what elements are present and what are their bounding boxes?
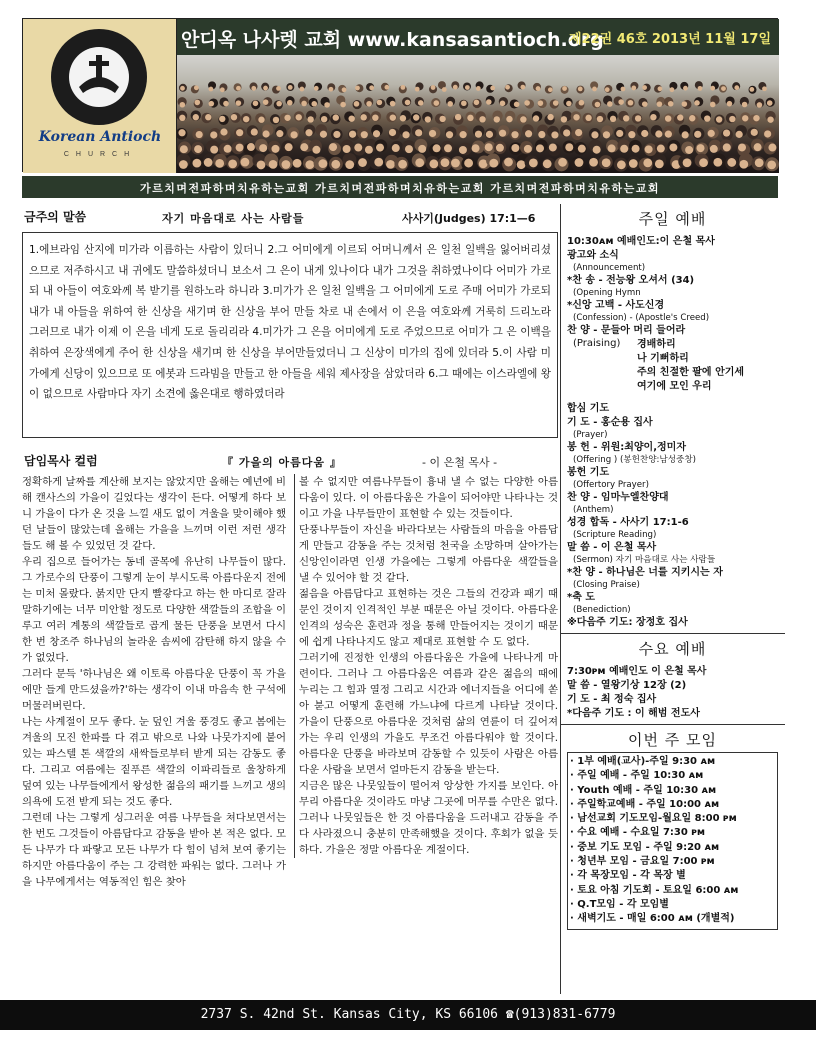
order-sub: (Confession) - (Apostle's Creed) [573,313,710,323]
order-sub: (Benediction) [573,605,631,615]
motto-text: 가르치며전파하며치유하는교회 가르치며전파하며치유하는교회 가르치며전파하며치유하는교회 [140,182,660,195]
footer [0,1000,816,1030]
order-line: 봉 헌 - 위원:최양이,정미자 [567,442,686,453]
congregation-photo [177,55,779,173]
order-line: *찬 송 - 전능왕 오셔서 (34) [567,275,695,286]
bulletin-header [22,18,778,172]
column-paragraph: 지금은 많은 나뭇잎들이 떨어져 앙상한 가지를 보인다. 아무리 아름다운 것이라도 마냥 그곳에 머무를 수만은 없다. 그러나 나뭇잎들은 한 것 아름다움을 드러내고 감동을 주다 사라졌으니 충분히 만족해했을 것이다. 후회가 없을 듯하다. 가을은 정말 아름다운 계절이다. [299,780,558,856]
meeting-item: · 수요 예배 - 수요일 7:30 ᴘᴍ [570,827,706,839]
church-title: 안디옥 나사렛 교회 www.kansasantioch.org [181,29,604,51]
order-line: 말 씀 - 열왕기상 12장 (2) [567,680,687,691]
order-line: 말 씀 - 이 은철 목사 [567,542,657,553]
meeting-item: · 중보 기도 모임 - 주일 9:20 ᴀᴍ [570,841,720,853]
column-paragraph: 정확하게 날짜를 계산해 보지는 않았지만 올해는 예년에 비해 캔사스의 가을이 길었다는 생각이 든다. 어떻게 하다 보니 가을이 다가 온 것을 느낄 새도 없이 겨울을 맞이해야 했던 날들이 많았는데 올해는 가을을 느끼며 이런 저런 생각들도 해 볼 수 있었던 것 같다. [22,476,287,552]
column-paragraph: 나는 사계절이 모두 좋다. 눈 덮인 겨울 풍경도 좋고 봄에는 겨울의 모진 한파를 다 겪고 밖으로 나와 나뭇가지에 붙어있는 파스텔 톤 색깔의 새싹들로부터 받게 되는 감동도 좋다. 그리고 여름에는 짙푸른 색깔의 이파리들로 울창하게 덮여 있는 나무들에게서 왕성한 젊음의 패기를 느끼고 생의 의욕에 도전 받게 되는 것도 좋다. [22,716,287,808]
divider [561,633,785,634]
scripture-tag: 금주의 말씀 [24,210,87,224]
order-line: 광고와 소식 [567,250,619,261]
wednesday-order [567,665,778,721]
praise-label: (Praising) [573,338,621,349]
logo-subtitle: CHURCH [63,151,137,158]
column-author: - 이 은철 목사 - [422,456,498,469]
column-paragraph: 단풍나무들이 자신을 바라다보는 사람들의 마음을 아름답게 만들고 감동을 주는 것처럼 천국을 소망하며 살아가는 신앙인이라면 인생 가을에는 그렇게 아름다운 색깔들을 낼 수 있어야 할 것 같다. [299,524,558,584]
order-line: *신앙 고백 - 사도신경 [567,300,665,311]
column-paragraph: 그러다 문득 '하나님은 왜 이토록 아름다운 단풍이 꼭 가을에만 들게 만드셨을까?'하는 생각이 이내 마음속 한 구석에 머물러버린다. [22,668,286,712]
order-line: *다음주 기도 : 이 해범 전도사 [567,708,700,719]
congregation-photo-image [177,55,779,173]
meeting-item: · 주일 예배 - 주일 10:30 ᴀᴍ [570,770,704,782]
praise-song: 주의 친절한 팔에 안기세 [637,367,745,378]
logo-name: Korean Antioch [38,129,162,145]
meeting-item: · 남선교회 기도모임-월요일 8:00 ᴘᴍ [570,813,737,825]
meeting-item: · 토요 아침 기도회 - 토요일 6:00 ᴀᴍ [570,884,739,896]
column-paragraph: 그런데 나는 그렇게 싱그러운 여름 나무들을 쳐다보면서는 한 번도 그것들이 아름답다고 감동을 받아 본 적은 없다. 모든 나무가 다 파랗고 모든 나무가 다 힘이 넘쳐 보여 좋기는 하지만 아름다움이 주는 그 강력한 파워는 없다. 그러나 가을 나무에게서는 역동적인 힘은 찾아 [22,812,286,888]
wednesday-worship-heading: 수요 예배 [638,640,707,658]
divider [561,724,785,725]
meetings-list [567,752,778,930]
order-sub: (Scripture Reading) [573,530,657,540]
order-line: 기 도 - 홍순용 집사 [567,417,653,428]
meeting-item: · 1부 예배(교사)-주일 9:30 ᴀᴍ [570,756,716,767]
meeting-item: · 청년부 모임 - 금요일 7:00 ᴘᴍ [570,856,715,868]
column-paragraph: 볼 수 없지만 여름나무들이 흉내 낼 수 없는 다양한 아름다움이 있다. 이 아름다움은 가을이 되어야만 나타나는 것이고 가을 나무들만이 표현할 수 있는 것들이다. [299,476,558,520]
meeting-item: · Q.T모임 - 각 모임별 [570,898,669,910]
meeting-item: · 각 목장모임 - 각 목장 별 [570,870,686,882]
issue-info: 제22권 46호 2013년 11월 17일 [569,32,771,47]
order-line: 10:30ᴀᴍ 예배인도:이 은철 목사 [567,236,715,247]
order-line: 봉헌 기도 [567,467,610,478]
order-sub: (Sermon) 자기 마음대로 사는 사람들 [573,555,716,565]
scripture-title: 자기 마음대로 사는 사람들 [162,212,305,225]
scripture-text: 1.에브라임 산지에 미가라 이름하는 사람이 있더니 2.그 어미에게 이르되 어머니께서 은 일천 일백을 잃어버리셨으므로 저주하시고 내 귀에도 말씀하셨더니 보소서 그 은이 내게 있나이다 내가 그것을 취하였나이다 어미가 가로되 내 아들이 여호와께 복 받기를 원하노라 하니라 3.미가가 은 일천 일백을 그 어미에게 도로 주매 어미가 가로되 내가 내 아들을 위하여 한 신상을 새기며 한 신상을 부어 만들 차로 내 손에서 이 은을 여호와께 거룩히 드리노라 그러므로 내가 이제 이 은을 네게 도로 돌리리라 4.미가가 그 은을 어미에게 도로 주었으므로 어미가 그 은 이백을 취하여 은장색에게 주어 한 신상을 새기며 한 신상을 부어만들었더니 그 신상이 미가의 집에 있더라 5.이 사람 미가에게 신당이 있으므로 또 에봇과 드라빔을 만들고 한 아들을 세워 제사장을 삼았더라 6.그 때에는 이스라엘에 왕이 없으므로 사람마다 자기 소견에 옳은대로 행하였더라 [29,244,551,401]
column-paragraph: 젊음을 아름답다고 표현하는 것은 그들의 건강과 패기 때문인 것이지 인격적인 부분 때문은 아닐 것이다. 아름다운 인격의 성숙은 훈련과 정을 통해 만들어지는 것이기 때문에 쉽게 나타나지도 않고 제대로 표현할 수 도 없다. [299,588,558,648]
meeting-item: · 주일학교예배 - 주일 10:00 ᴀᴍ [570,798,720,810]
scripture-reference: 사사기(Judges) 17:1—6 [402,212,536,225]
column-paragraph: 그러기에 진정한 인생의 아름다움은 가을에 나타나게 마련이다. 그러나 그 아름다움은 여름과 같은 젊음의 때에 누리는 그 힘과 열정 그리고 시간과 에너지들을 어디에 쏟아 붇고 어떻게 훈련해 가느냐에 다르게 나타날 것이다. 가을이 단풍으로 아름다운 것처럼 삶의 연륜이 더 깊어져 가는 우리 인생의 가을도 무조건 아름다워야 할 것이다. 아름다운 단풍을 바라보며 감동할 수 있듯이 사람은 아름다운 사람을 보면서 얼마든지 감동을 받는다. [299,652,558,776]
motto-bar [22,176,778,198]
sunday-worship-heading: 주일 예배 [638,210,707,228]
worship-sidebar [560,204,778,994]
church-address: 2737 S. 42nd St. Kansas City, KS 66106 ☎(913)831-6779 [200,1007,616,1022]
column-paragraph: 우리 집으로 들어가는 동네 골목에 유난히 나무들이 많다. 그 가로수의 단풍이 그렇게 눈이 부시도록 아름다운지 전에는 미처 몰랐다. 붉지만 단지 빨갛다고 하는 한 마디로 잘라 말하기에는 너무 미안할 정도로 다양한 색깔들의 조합을 이루고 여러 계통의 색깔들로 곱게 물든 단풍을 보면서 다시 한 번 창조주 하나님의 놀라운 솜씨에 감탄해 하지 않을 수 가 없었다. [22,556,287,664]
church-logo [23,19,177,173]
order-line: 찬 양 - 임마누엘찬양대 [567,492,669,503]
order-sub: (Announcement) [573,263,646,273]
title-bar [177,19,779,55]
order-line: 합심 기도 [567,403,610,414]
order-line: 찬 양 - 문들아 머리 들어라 [567,325,686,336]
meetings-heading: 이번 주 모임 [628,731,717,749]
column-right [294,474,558,858]
order-sub: (Offertory Prayer) [573,480,649,490]
nazarene-seal-icon [49,27,149,127]
column-tag: 담임목사 컬럼 [24,454,98,468]
order-sub: (Anthem) [573,505,614,515]
order-line: 성경 합독 - 사사기 17:1-6 [567,517,689,528]
scripture-passage [22,232,558,438]
meeting-item: · 새벽기도 - 매일 6:00 ᴀᴍ (개별적) [570,913,735,925]
meeting-item: · Youth 예배 - 주일 10:30 ᴀᴍ [570,784,717,796]
praise-song: 여기에 모인 우리 [637,381,712,392]
order-line: *찬 양 - 하나님은 너를 지키시는 자 [567,567,723,578]
order-sub: (Opening Hymn [573,288,641,298]
order-line: ※다음주 기도: 장정호 집사 [567,617,688,628]
column-left [22,474,286,890]
praise-song: 나 기뻐하리 [637,353,689,364]
order-sub: (Offering ) (봉헌찬양:남성중창) [573,455,696,465]
order-line: *축 도 [567,592,596,603]
sunday-order [567,235,778,630]
order-sub: (Prayer) [573,430,608,440]
pastor-column [22,474,558,980]
praise-song: 경배하리 [637,339,676,350]
column-title: 『 가을의 아름다움 』 [222,456,342,469]
main-content [22,204,558,994]
order-line: 7:30ᴘᴍ 예배인도 이 은철 목사 [567,666,707,677]
column-header [22,448,558,474]
scripture-header [22,204,558,230]
order-line: 기 도 - 최 정숙 집사 [567,694,657,705]
order-sub: (Closing Praise) [573,580,640,590]
